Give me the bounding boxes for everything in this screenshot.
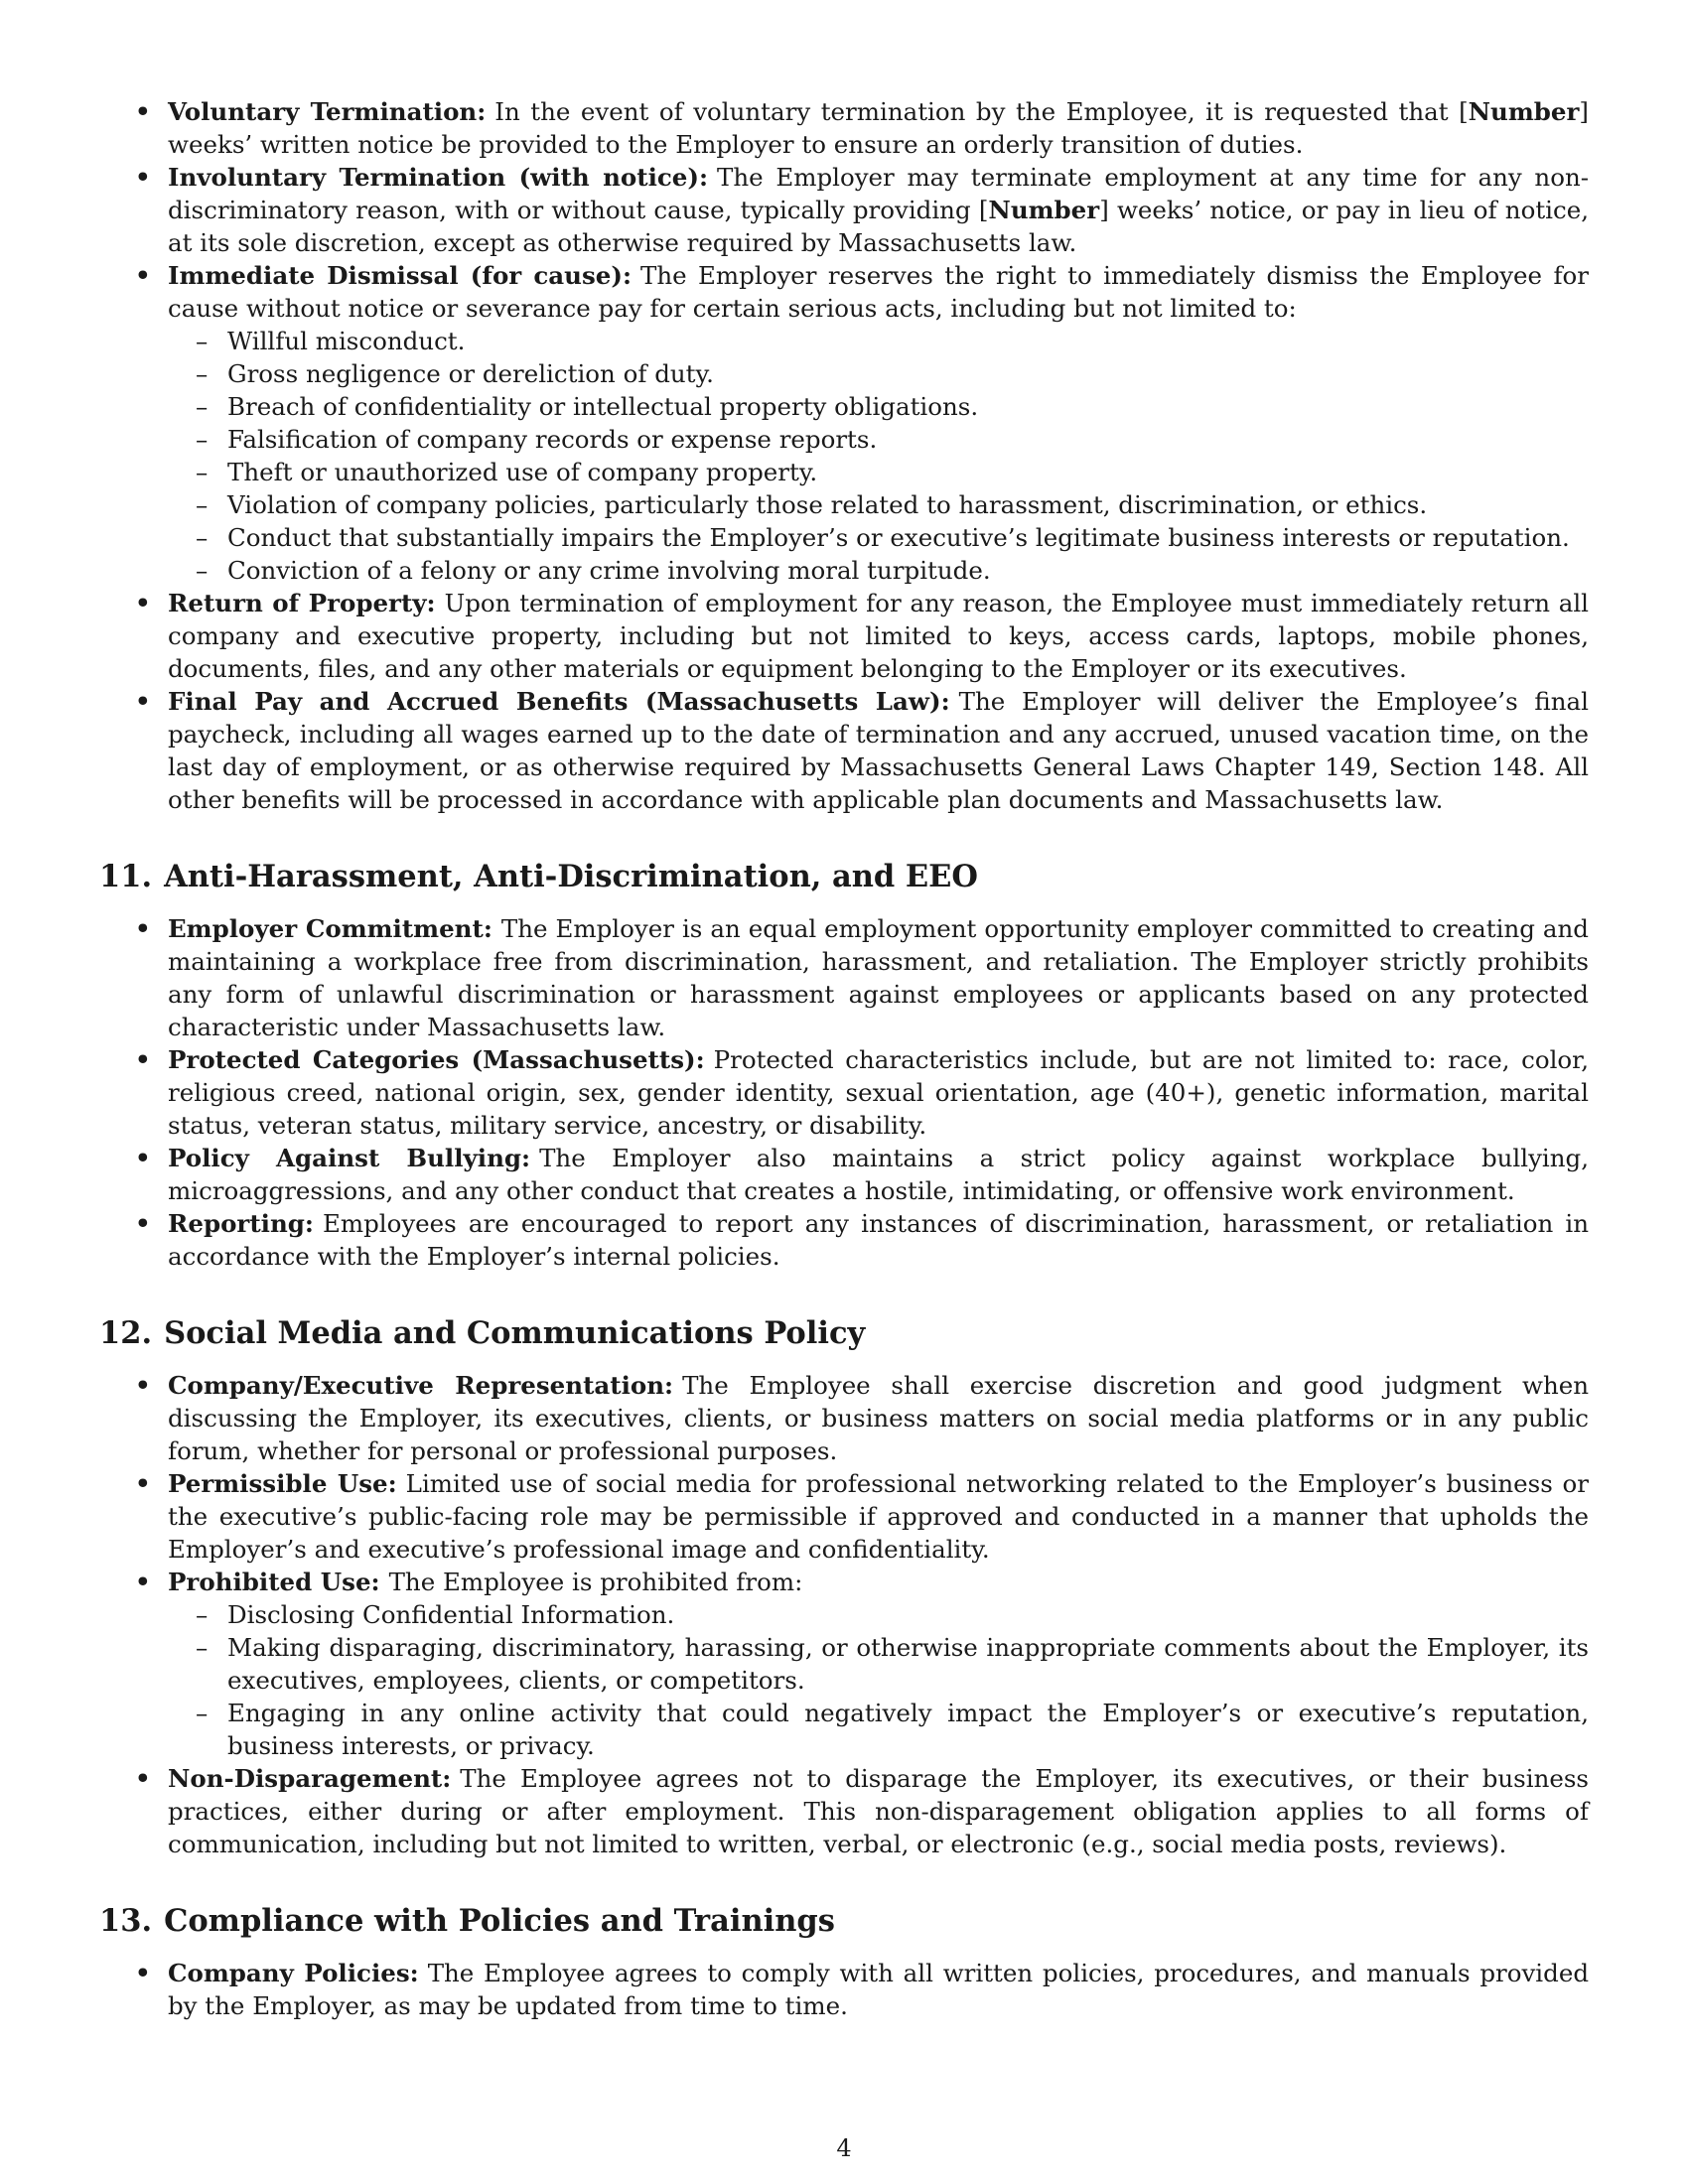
item-text: The Employee agrees to comply with all written policies, procedures, and manuals provided by the Employer, as may be updated from time to time. [168,1959,1590,2020]
item-label: Voluntary Termination: [168,97,487,126]
item-text: The Employer is an equal employment opportunity employer committed to creating and maintaining a workplace free from discrimination, harassment, and retaliation. The Employer strictly prohibits any form of unlawful discrimination or harassment against employees or applicants based on any protected characteristic under Massachusetts law. [168,914,1589,1041]
dash-icon: – [196,327,209,355]
bullet-icon: • [135,687,151,716]
list-item [99,587,1589,685]
section-number: 13. [99,1903,153,1939]
list-item [99,685,1589,816]
sub-list-item [168,521,1589,554]
list-item [99,1467,1589,1566]
sub-list-item [168,456,1589,488]
sub-list-item [168,488,1589,521]
sub-item-text: Conduct that substantially impairs the Employer’s or executive’s legitimate business interests or reputation. [227,523,1570,552]
dash-icon: – [196,425,209,454]
item-text: The Employee shall exercise discretion and good judgment when discussing the Employer, its executives, clients, or business matters on social media platforms or in any public forum, whether for personal or professional purposes. [168,1371,1590,1465]
list-item [99,1207,1589,1273]
item-text: The Employee agrees not to disparage the Employer, its executives, or their business practices, either during or after employment. This non-disparagement obligation applies to all forms of communication, including but not limited to written, verbal, or electronic (e.g., social media posts, reviews). [168,1764,1589,1858]
dash-icon: – [196,1699,209,1727]
placeholder-text: Number [1468,97,1580,126]
sub-list-item [168,1631,1589,1697]
sub-item-text: Breach of confidentiality or intellectual property obligations. [227,392,979,421]
item-text: The Employee is prohibited from: [388,1568,803,1596]
dash-icon: – [196,556,209,585]
item-label: Policy Against Bullying: [168,1144,531,1172]
sub-list-item [168,554,1589,587]
section-number: 12. [99,1315,153,1351]
section-title: Compliance with Policies and Trainings [164,1903,835,1939]
bullet-icon: • [135,97,151,126]
dash-icon: – [196,1600,209,1629]
item-label: Final Pay and Accrued Benefits (Massachusetts Law): [168,687,950,716]
bullet-icon: • [135,1144,151,1172]
list-item [99,259,1589,587]
placeholder-text: Number [988,196,1100,224]
bullet-icon: • [135,1764,151,1793]
termination-list [99,95,1589,816]
list-item [99,1043,1589,1142]
bullet-icon: • [135,1568,151,1596]
list-item [99,1142,1589,1207]
item-text: ] weeks’ written notice be provided to the Employer to ensure an orderly transition of duties. [168,97,1589,159]
sub-item-text: Violation of company policies, particularly those related to harassment, discrimination, or ethics. [227,490,1428,519]
item-text: The Employer also maintains a strict policy against workplace bullying, microaggressions, and any other conduct that creates a hostile, intimidating, or offensive work environment. [168,1144,1590,1205]
page-number: 4 [836,2134,852,2162]
bullet-icon: • [135,1045,151,1074]
sub-list-item [168,1598,1589,1631]
sub-list [168,1598,1589,1762]
bullet-icon: • [135,261,151,290]
bullet-icon: • [135,1371,151,1400]
list-item [99,161,1589,259]
list-item [99,1566,1589,1762]
item-label: Reporting: [168,1209,314,1238]
sub-item-text: Engaging in any online activity that could negatively impact the Employer’s or executive’s reputation, business interests, or privacy. [227,1699,1589,1760]
eeo-list [99,912,1589,1273]
item-label: Non-Disparagement: [168,1764,452,1793]
item-label: Protected Categories (Massachusetts): [168,1045,705,1074]
item-text: The Employer may terminate employment at any time for any non-discriminatory reason, with or without cause, typically providing [ [168,163,1590,224]
item-text: Limited use of social media for professional networking related to the Employer’s business or the executive’s public-facing role may be permissible if approved and conducted in a manner that upholds the Employer’s and executive’s professional image and confidentiality. [168,1469,1589,1564]
item-text: The Employer reserves the right to immediately dismiss the Employee for cause without notice or severance pay for certain serious acts, including but not limited to: [168,261,1590,323]
sub-item-text: Falsification of company records or expense reports. [227,425,878,454]
section-title: Social Media and Communications Policy [164,1315,866,1351]
item-text: Employees are encouraged to report any instances of discrimination, harassment, or retaliation in accordance with the Employer’s internal policies. [168,1209,1589,1271]
sub-item-text: Gross negligence or dereliction of duty. [227,359,714,388]
list-item [99,1369,1589,1467]
dash-icon: – [196,392,209,421]
sub-list-item [168,325,1589,357]
social-media-list [99,1369,1589,1860]
list-item [99,912,1589,1043]
list-item [99,1957,1589,2022]
document-page [99,95,1589,2022]
compliance-list [99,1957,1589,2022]
section-heading [99,858,1589,895]
bullet-icon: • [135,1959,151,1987]
item-text: Upon termination of employment for any reason, the Employee must immediately return all company and executive property, including but not limited to keys, access cards, laptops, mobile phones, documents, files, and any other materials or equipment belonging to the Employer or its executives. [168,589,1590,683]
sub-item-text: Making disparaging, discriminatory, harassing, or otherwise inappropriate comments about the Employer, its executives, employees, clients, or competitors. [227,1633,1589,1695]
item-text: Protected characteristics include, but are not limited to: race, color, religious creed, national origin, sex, gender identity, sexual orientation, age (40+), genetic information, marital status, veteran status, military service, ancestry, or disability. [168,1045,1589,1140]
item-label: Company Policies: [168,1959,419,1987]
section-number: 11. [99,859,153,894]
bullet-icon: • [135,589,151,617]
sub-item-text: Theft or unauthorized use of company property. [227,458,818,486]
item-text: The Employer will deliver the Employee’s final paycheck, including all wages earned up to the date of termination and any accrued, unused vacation time, on the last day of employment, or as otherwise required by Massachusetts General Laws Chapter 149, Section 148. All other benefits will be processed in accordance with applicable plan documents and Massachusetts law. [168,687,1589,814]
sub-list [168,325,1589,587]
dash-icon: – [196,359,209,388]
sub-list-item [168,357,1589,390]
item-label: Employer Commitment: [168,914,492,943]
list-item [99,1762,1589,1860]
section-title: Anti-Harassment, Anti-Discrimination, and EEO [164,859,978,894]
dash-icon: – [196,1633,209,1662]
bullet-icon: • [135,914,151,943]
sub-list-item [168,1697,1589,1762]
section-heading [99,1314,1589,1352]
dash-icon: – [196,458,209,486]
item-label: Return of Property: [168,589,436,617]
item-label: Immediate Dismissal (for cause): [168,261,632,290]
bullet-icon: • [135,1469,151,1498]
item-label: Prohibited Use: [168,1568,380,1596]
sub-item-text: Willful misconduct. [227,327,466,355]
item-text: In the event of voluntary termination by the Employee, it is requested that [ [494,97,1469,126]
list-item [99,95,1589,161]
item-label: Company/Executive Representation: [168,1371,674,1400]
bullet-icon: • [135,1209,151,1238]
sub-list-item [168,390,1589,423]
item-label: Permissible Use: [168,1469,397,1498]
sub-list-item [168,423,1589,456]
item-text: ] weeks’ notice, or pay in lieu of notice, at its sole discretion, except as otherwise required by Massachusetts law. [168,196,1590,257]
bullet-icon: • [135,163,151,192]
section-heading [99,1902,1589,1940]
dash-icon: – [196,490,209,519]
dash-icon: – [196,523,209,552]
sub-item-text: Conviction of a felony or any crime involving moral turpitude. [227,556,991,585]
item-label: Involuntary Termination (with notice): [168,163,709,192]
sub-item-text: Disclosing Confidential Information. [227,1600,675,1629]
